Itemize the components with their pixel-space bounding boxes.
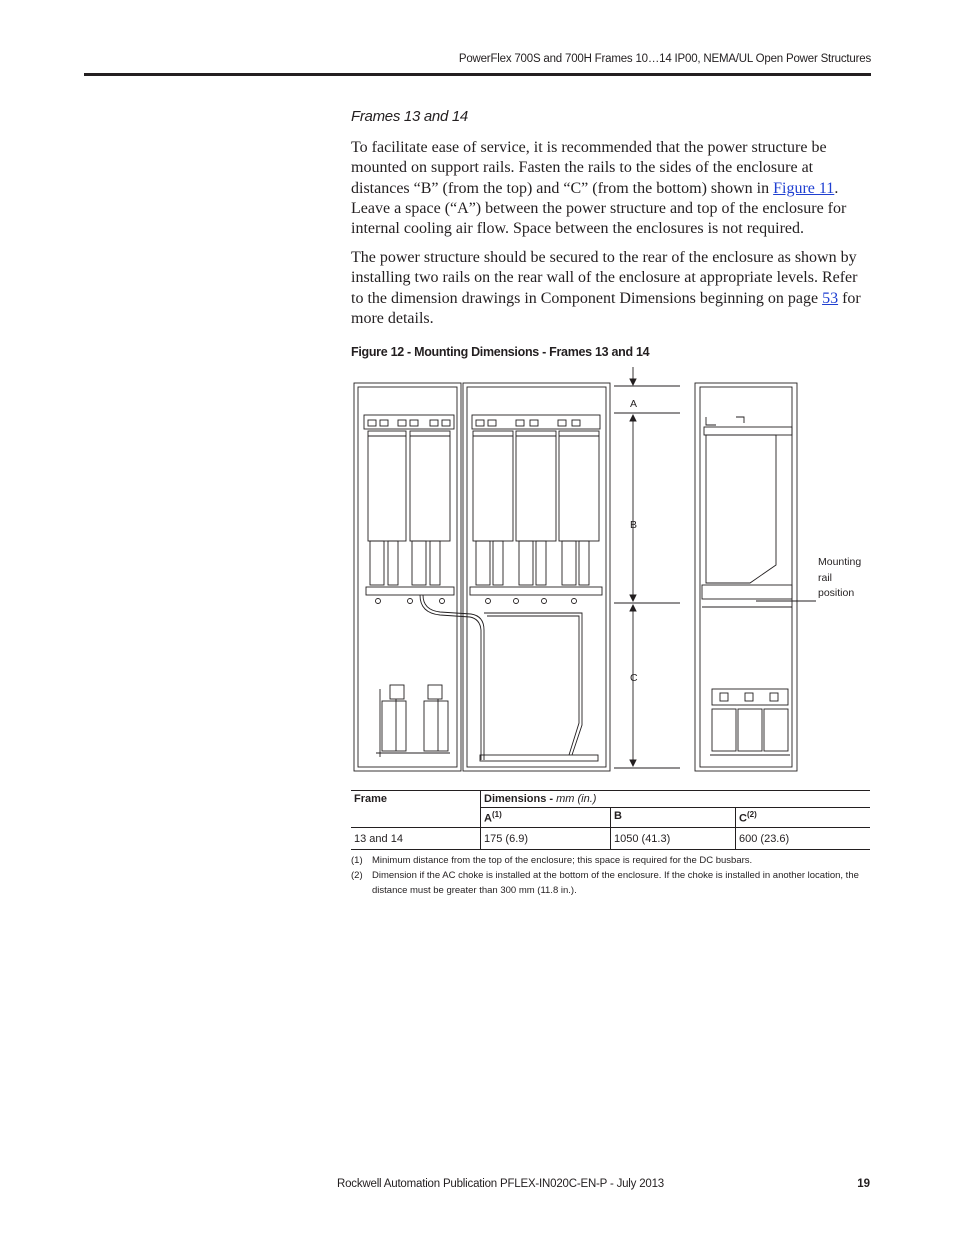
section-heading: Frames 13 and 14 [351,108,468,125]
table-row [351,827,870,849]
page-53-link[interactable]: 53 [822,289,839,307]
mounting-rail-label: Mounting rail position [818,556,862,599]
table-subheader-c: $C^{(2)}$ [739,810,757,825]
middle-enclosure [463,383,610,771]
footnote-1: (1) Minimum distance from the top of the enclosure; this space is required for the DC busbars. [351,855,753,866]
mounting-dimensions-figure [350,365,870,775]
side-view-enclosure [695,383,816,771]
table-cell-c: 600 (23.6) [739,832,790,845]
dimension-label-b: B [630,519,638,531]
table-cell-a: 175 (6.9) [481,827,611,849]
dimensions-table [351,790,870,850]
dimension-lines [614,367,680,768]
paragraph-rear-wall: The power structure should be secured to the rear of the enclosure as shown by installing two rails on the rear wall of the enclosure at appropriate levels. Refer to the dimension drawings in Component Dimensions beginning on page 53 for more details. [351,249,861,327]
table-footnotes [351,853,871,898]
page-number: 19 [857,1178,870,1190]
table-header-dimensions: Dimensions - mm (in.) [484,793,597,805]
table-header-frame: Frame [351,791,481,828]
footer-publication: Rockwell Automation Publication PFLEX-IN020C-EN-P - July 2013 [337,1178,664,1190]
footnote-2: (2) Dimension if the AC choke is installed at the bottom of the enclosure. If the choke is installed in another location, the distance must be greater than 300 mm (11.8 in.). [351,870,859,896]
dimension-label-a: A [630,398,638,410]
enclosure-drawing [350,365,870,775]
table-subheader-b: B [611,808,736,828]
dimension-label-c: C [630,672,638,684]
figure-caption: Figure 12 - Mounting Dimensions - Frames 13 and 14 [351,345,650,359]
figure-11-link[interactable]: Figure 11 [773,179,835,197]
running-header: PowerFlex 700S and 700H Frames 10…14 IP00, NEMA/UL Open Power Structures [458,53,871,65]
paragraph-rails: To facilitate ease of service, it is recommended that the power structure be mounted on support rails. Fasten the rails to the sides of the enclosure at distances “B” (from the top) and “C” (from the bottom) shown in Figure 11. Leave a space (“A”) between the power structure and top of the enclosure for internal cooling air flow. Space between the enclosures is not required. [351,139,847,238]
table-cell-b: 1050 (41.3) [611,827,736,849]
table-subheader-a: $A^{(1)}$ [481,808,611,828]
table-cell-frame: 13 and 14 [351,827,481,849]
header-rule [84,73,871,76]
left-enclosure [354,383,484,771]
